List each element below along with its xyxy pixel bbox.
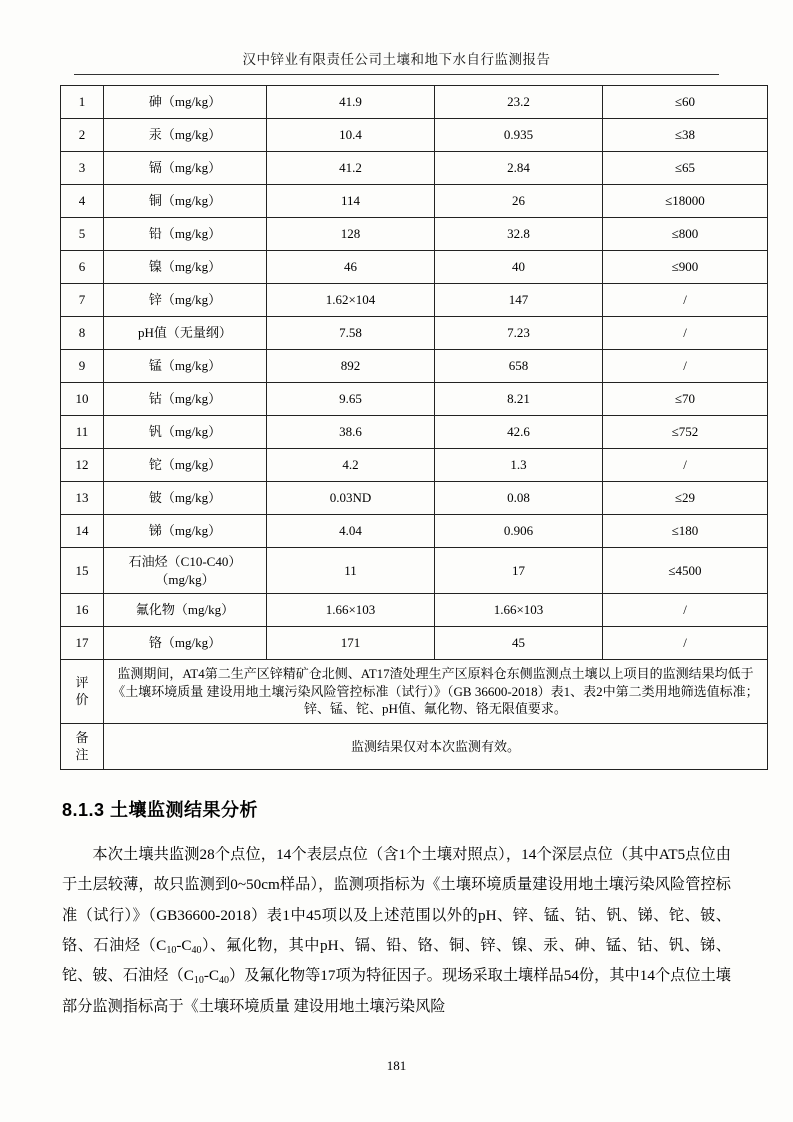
row-value-1: 171 <box>267 627 435 660</box>
para-sub-2: 40 <box>191 945 202 957</box>
row-standard: / <box>603 449 768 482</box>
row-no: 9 <box>61 350 104 383</box>
table-row <box>61 152 768 185</box>
row-item: 锰（mg/kg） <box>104 350 267 383</box>
row-item <box>104 548 267 594</box>
row-value-1: 0.03ND <box>267 482 435 515</box>
row-item: 钒（mg/kg） <box>104 416 267 449</box>
row-value-2: 1.3 <box>435 449 603 482</box>
row-no: 4 <box>61 185 104 218</box>
row-no: 10 <box>61 383 104 416</box>
row-standard: ≤752 <box>603 416 768 449</box>
table-row <box>61 218 768 251</box>
para-sub-3: 10 <box>193 975 204 987</box>
table-row <box>61 416 768 449</box>
row-no: 16 <box>61 594 104 627</box>
row-standard: / <box>603 594 768 627</box>
table-row <box>61 548 768 594</box>
table-row <box>61 383 768 416</box>
row-standard: ≤70 <box>603 383 768 416</box>
row-value-1: 1.62×104 <box>267 284 435 317</box>
section-heading: 8.1.3 土壤监测结果分析 <box>62 799 259 820</box>
row-value-1: 892 <box>267 350 435 383</box>
row-value-1: 114 <box>267 185 435 218</box>
table-body <box>61 86 768 770</box>
evaluation-label-line2: 价 <box>75 692 89 708</box>
row-no: 14 <box>61 515 104 548</box>
evaluation-text: 监测期间，AT4第二生产区锌精矿仓北侧、AT17渣处理生产区原料仓东侧监测点土壤以上项目的监测结果均低于《土壤环境质量 建设用地土壤污染风险管控标准（试行）》（GB 36600-2018）表1、表2中第二类用地筛选值标准；锌、锰、铊、pH值、氟化物、铬无限值要求。 <box>104 660 768 724</box>
row-no: 6 <box>61 251 104 284</box>
table-row <box>61 515 768 548</box>
evaluation-row <box>61 660 768 724</box>
table-row <box>61 594 768 627</box>
remark-row <box>61 723 768 769</box>
table-row <box>61 627 768 660</box>
row-item: 铜（mg/kg） <box>104 185 267 218</box>
row-standard: ≤4500 <box>603 548 768 594</box>
row-standard: ≤900 <box>603 251 768 284</box>
row-item: 镍（mg/kg） <box>104 251 267 284</box>
page-header: 汉中锌业有限责任公司土壤和地下水自行监测报告 <box>74 48 719 75</box>
row-item: 铅（mg/kg） <box>104 218 267 251</box>
row-no: 11 <box>61 416 104 449</box>
para-sub-1: 10 <box>166 945 177 957</box>
row-item: 砷（mg/kg） <box>104 86 267 119</box>
row-value-2: 7.23 <box>435 317 603 350</box>
remark-label-line1: 备 <box>75 729 89 745</box>
para-part-4: -C <box>203 967 220 985</box>
table-row <box>61 251 768 284</box>
table-row <box>61 185 768 218</box>
row-value-2: 40 <box>435 251 603 284</box>
row-no: 1 <box>61 86 104 119</box>
row-item: 锌（mg/kg） <box>104 284 267 317</box>
table-row <box>61 284 768 317</box>
row-value-2: 42.6 <box>435 416 603 449</box>
row-value-2: 147 <box>435 284 603 317</box>
row-item-line2: （mg/kg） <box>155 571 215 587</box>
para-part-5: ）及氟化物等17项为特征因子。现场采取土壤样品54份，其中14个点位土壤部分监测指标高于《土壤环境质量 建设用地土壤污染风险 <box>62 967 731 1015</box>
row-standard: / <box>603 284 768 317</box>
table-row <box>61 350 768 383</box>
table-row <box>61 119 768 152</box>
remark-label-line2: 注 <box>75 747 89 763</box>
row-item: 铍（mg/kg） <box>104 482 267 515</box>
row-value-2: 45 <box>435 627 603 660</box>
row-value-1: 9.65 <box>267 383 435 416</box>
row-value-2: 658 <box>435 350 603 383</box>
row-value-2: 2.84 <box>435 152 603 185</box>
row-value-2: 0.935 <box>435 119 603 152</box>
row-value-1: 4.04 <box>267 515 435 548</box>
row-no: 13 <box>61 482 104 515</box>
row-value-2: 8.21 <box>435 383 603 416</box>
row-value-1: 1.66×103 <box>267 594 435 627</box>
row-item: pH值（无量纲） <box>104 317 267 350</box>
evaluation-label <box>61 660 104 724</box>
row-standard: ≤29 <box>603 482 768 515</box>
remark-label <box>61 723 104 769</box>
para-part-2: -C <box>176 937 192 955</box>
row-value-1: 46 <box>267 251 435 284</box>
row-item: 铊（mg/kg） <box>104 449 267 482</box>
page-number: 181 <box>386 1058 407 1073</box>
row-value-1: 41.9 <box>267 86 435 119</box>
row-standard: ≤800 <box>603 218 768 251</box>
evaluation-label-line1: 评 <box>75 674 89 690</box>
table-row <box>61 449 768 482</box>
row-item: 氟化物（mg/kg） <box>104 594 267 627</box>
row-standard: / <box>603 350 768 383</box>
row-standard: ≤18000 <box>603 185 768 218</box>
soil-monitoring-table <box>60 85 768 770</box>
row-no: 12 <box>61 449 104 482</box>
row-no: 15 <box>61 548 104 594</box>
row-value-2: 0.08 <box>435 482 603 515</box>
row-no: 17 <box>61 627 104 660</box>
para-part-1: 本次土壤共监测28个点位，14个表层点位（含1个土壤对照点），14个深层点位（其中AT5点位由于土层较薄，故只监测到0~50cm样品），监测项指标为《土壤环境质量建设用地土壤污染风险管控标准（试行）》（GB36600-2018）表1中45项以及上述范围以外的pH、锌、锰、钴、钒、锑、铊、铍、铬、石油烃（C <box>62 845 731 955</box>
row-standard: / <box>603 317 768 350</box>
row-value-1: 11 <box>267 548 435 594</box>
remark-text: 监测结果仅对本次监测有效。 <box>104 723 768 769</box>
row-value-2: 0.906 <box>435 515 603 548</box>
row-value-2: 17 <box>435 548 603 594</box>
row-standard: ≤180 <box>603 515 768 548</box>
row-standard: / <box>603 627 768 660</box>
row-item: 钴（mg/kg） <box>104 383 267 416</box>
row-value-1: 41.2 <box>267 152 435 185</box>
row-value-2: 26 <box>435 185 603 218</box>
row-no: 5 <box>61 218 104 251</box>
row-item: 锑（mg/kg） <box>104 515 267 548</box>
table-row <box>61 482 768 515</box>
row-value-1: 7.58 <box>267 317 435 350</box>
row-value-2: 1.66×103 <box>435 594 603 627</box>
row-value-2: 23.2 <box>435 86 603 119</box>
row-value-2: 32.8 <box>435 218 603 251</box>
row-standard: ≤38 <box>603 119 768 152</box>
row-value-1: 128 <box>267 218 435 251</box>
row-no: 7 <box>61 284 104 317</box>
table-row <box>61 317 768 350</box>
row-item: 铬（mg/kg） <box>104 627 267 660</box>
analysis-paragraph <box>62 840 731 1022</box>
para-part-3: ）、氟化物，其中pH、镉、铅、铬、铜、锌、镍、汞、砷、锰、钴、钒、锑、铊、铍、石油烃（C <box>62 937 731 985</box>
row-standard: ≤65 <box>603 152 768 185</box>
row-standard: ≤60 <box>603 86 768 119</box>
row-value-1: 38.6 <box>267 416 435 449</box>
row-item: 汞（mg/kg） <box>104 119 267 152</box>
para-sub-4: 40 <box>219 975 230 987</box>
row-no: 2 <box>61 119 104 152</box>
row-value-1: 4.2 <box>267 449 435 482</box>
row-no: 8 <box>61 317 104 350</box>
row-value-1: 10.4 <box>267 119 435 152</box>
table-row <box>61 86 768 119</box>
row-item: 镉（mg/kg） <box>104 152 267 185</box>
row-no: 3 <box>61 152 104 185</box>
row-item-line1: 石油烃（C10-C40） <box>128 554 242 569</box>
